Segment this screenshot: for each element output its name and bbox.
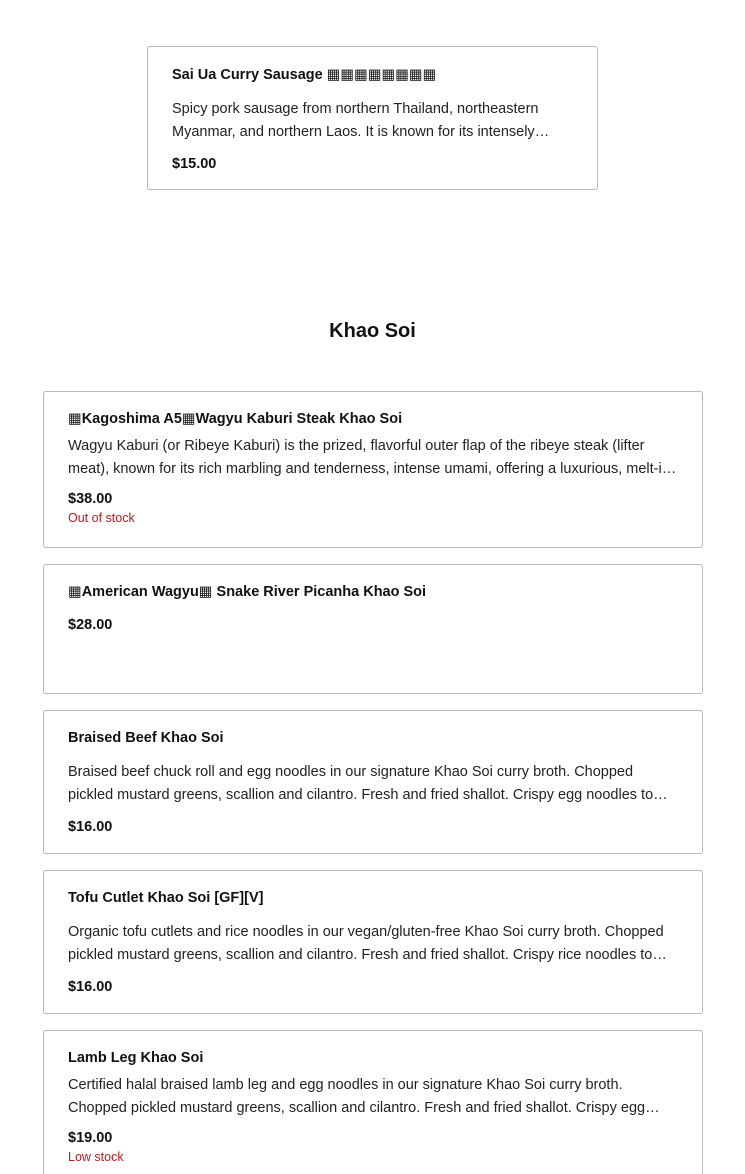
menu-item-price: $15.00: [172, 156, 217, 172]
menu-item-description: Spicy pork sausage from northern Thailand, northeastern Myanmar, and northern Laos. It is known for its intensely: [172, 101, 539, 140]
menu-item-name: Sai Ua Curry Sausage ▦▦▦▦▦▦▦▦: [172, 67, 437, 83]
menu-item-description: Certified halal braised lamb leg and egg noodles in our signature Khao Soi curry broth. Chopped pickled mustard greens, scallion and cilantro. Fresh and fried shallot. Crispy egg: [68, 1077, 646, 1116]
menu-item-price: $16.00: [68, 819, 113, 835]
menu-item-card[interactable]: [43, 1030, 703, 1174]
menu-item-name: Braised Beef Khao Soi: [68, 730, 224, 746]
menu-item-price: $16.00: [68, 979, 113, 995]
stock-status: Out of stock: [68, 511, 135, 525]
menu-item-price: $38.00: [68, 491, 113, 507]
menu-item-name: Lamb Leg Khao Soi: [68, 1050, 204, 1066]
menu-item-name: ▦American Wagyu▦ Snake River Picanha Khao Soi: [68, 584, 427, 600]
menu-item-name: Tofu Cutlet Khao Soi [GF][V]: [68, 890, 264, 906]
section-title: Khao Soi: [329, 320, 416, 342]
menu-item-description: Organic tofu cutlets and rice noodles in our vegan/gluten-free Khao Soi curry broth. Chopped pickled mustard greens, scallion and cilantro. Fresh and fried shallot. Crispy rice noodles to: [68, 924, 664, 963]
menu-item-card[interactable]: [43, 564, 703, 694]
menu-item-description: Wagyu Kaburi (or Ribeye Kaburi) is the prized, flavorful outer flap of the ribeye steak (lifter meat), known for its rich marbling and tenderness, intense umami, offering a luxurious, melt-in-: [68, 438, 675, 477]
stock-status: Low stock: [68, 1150, 124, 1164]
menu-item-card[interactable]: [43, 391, 703, 548]
menu-item-card[interactable]: [147, 46, 598, 190]
menu-item-price: $28.00: [68, 617, 113, 633]
menu-item-price: $19.00: [68, 1130, 113, 1146]
menu-item-name: ▦Kagoshima A5▦Wagyu Kaburi Steak Khao Soi: [68, 411, 403, 427]
menu-item-description: Braised beef chuck roll and egg noodles in our signature Khao Soi curry broth. Chopped pickled mustard greens, scallion and cilantro. Fresh and fried shallot. Crispy egg noodles to: [68, 764, 654, 803]
menu-item-card[interactable]: [43, 710, 703, 854]
menu-item-card[interactable]: [43, 870, 703, 1014]
